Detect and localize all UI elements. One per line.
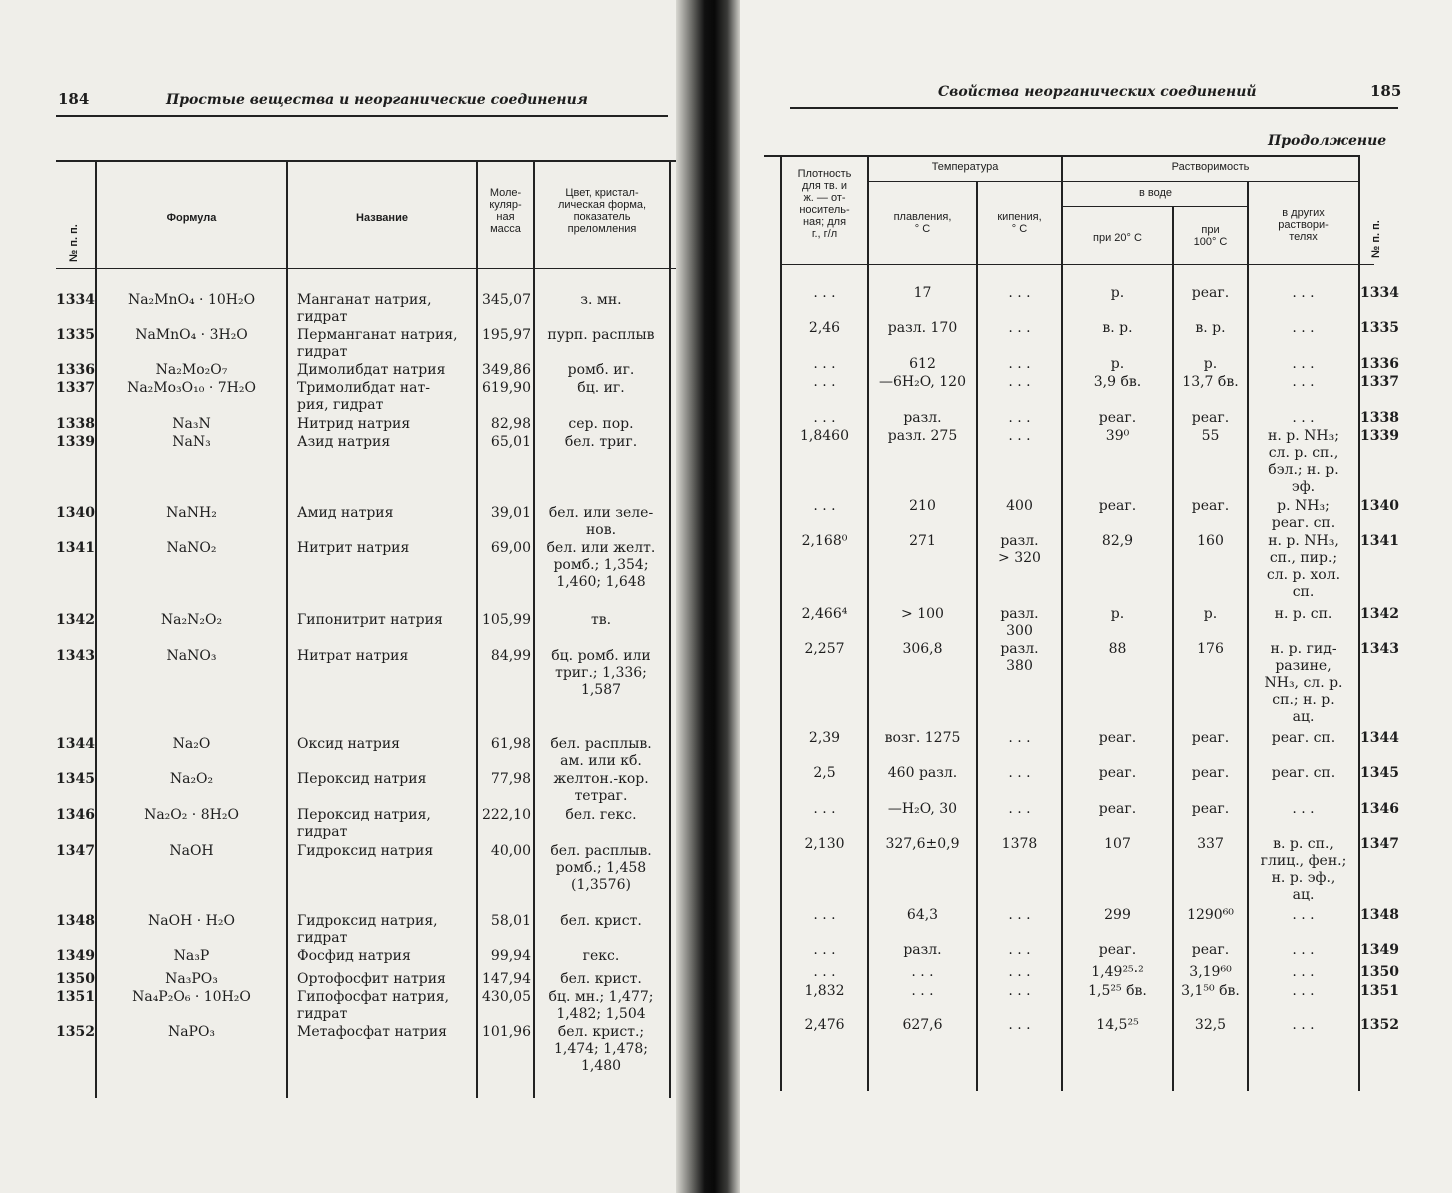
row-number: 1340 xyxy=(1360,498,1399,514)
row-boiling: . . . xyxy=(1008,801,1031,817)
row-sol20: 14,5²⁵ xyxy=(1096,1017,1139,1033)
row-density: . . . xyxy=(813,410,836,426)
row-boiling: . . . xyxy=(1008,1017,1031,1033)
row-other: н. р. NH₃; сл. р. сп., бэл.; н. р. эф. xyxy=(1268,428,1339,495)
row-melting: 460 разл. xyxy=(887,765,958,781)
row-density: 2,46 xyxy=(808,320,841,336)
row-number: 1338 xyxy=(1360,410,1399,426)
row-sol100: 13,7 бв. xyxy=(1182,374,1239,390)
left-header-name: Название xyxy=(356,212,408,224)
row-number: 1335 xyxy=(1360,320,1399,336)
row-name: Гидроксид натрия, гидрат xyxy=(297,913,438,946)
row-formula: Na₂Mo₃O₁₀ · 7H₂O xyxy=(127,380,256,396)
row-name: Гидроксид натрия xyxy=(297,843,434,859)
row-boiling: . . . xyxy=(1008,942,1031,958)
row-name: Гипонитрит натрия xyxy=(297,612,443,628)
row-sol20: р. xyxy=(1110,285,1125,301)
row-boiling: . . . xyxy=(1008,765,1031,781)
row-number: 1350 xyxy=(1360,964,1399,980)
row-name: Нитрат натрия xyxy=(297,648,409,664)
right-header-boiling: кипения, ° C xyxy=(997,211,1042,235)
row-color: бел. крист. xyxy=(560,913,642,929)
row-number: 1345 xyxy=(1360,765,1399,781)
row-boiling: . . . xyxy=(1008,428,1031,444)
right-header-melting: плавления, ° C xyxy=(893,211,952,235)
left-col-divider xyxy=(669,160,671,1098)
row-mass: 58,01 xyxy=(490,913,531,929)
row-number: 1342 xyxy=(1360,606,1399,622)
left-running-head: Простые вещества и неорганические соединения xyxy=(166,92,588,108)
right-subheader-rule xyxy=(1062,206,1248,207)
row-formula: Na₂O xyxy=(172,736,211,752)
row-melting: . . . xyxy=(911,964,934,980)
left-col-divider xyxy=(286,160,288,1098)
row-density: . . . xyxy=(813,374,836,390)
row-formula: NaOH · H₂O xyxy=(148,913,235,929)
row-sol100: р. xyxy=(1203,356,1218,372)
row-boiling: 400 xyxy=(1006,498,1033,514)
row-boiling: . . . xyxy=(1008,374,1031,390)
row-other: . . . xyxy=(1292,356,1315,372)
row-sol100: 1290⁶⁰ xyxy=(1187,907,1234,923)
row-number: 1350 xyxy=(56,971,95,987)
row-melting: . . . xyxy=(911,983,934,999)
row-name: Манганат натрия, гидрат xyxy=(297,292,432,325)
row-sol20: в. р. xyxy=(1102,320,1133,336)
row-melting: —6H₂O, 120 xyxy=(878,374,966,390)
row-other: реаг. сп. xyxy=(1271,730,1336,746)
row-boiling: . . . xyxy=(1008,320,1031,336)
row-formula: Na₂Mo₂O₇ xyxy=(155,362,228,378)
row-mass: 40,00 xyxy=(490,843,531,859)
row-number: 1346 xyxy=(56,807,95,823)
row-color: бел. или желт. ромб.; 1,354; 1,460; 1,648 xyxy=(546,540,656,590)
row-number: 1344 xyxy=(56,736,95,752)
row-color: бел. гекс. xyxy=(565,807,637,823)
row-sol20: р. xyxy=(1110,356,1125,372)
right-header-at100: при 100° C xyxy=(1193,224,1228,248)
row-sol20: 39⁰ xyxy=(1105,428,1130,444)
left-head-rule xyxy=(56,115,668,117)
row-other: . . . xyxy=(1292,942,1315,958)
row-color: ромб. иг. xyxy=(567,362,635,378)
row-number: 1343 xyxy=(1360,641,1399,657)
row-sol20: реаг. xyxy=(1098,765,1137,781)
row-formula: Na₂O₂ xyxy=(169,771,214,787)
row-number: 1338 xyxy=(56,416,95,432)
row-name: Метафосфат натрия xyxy=(297,1024,447,1040)
row-number: 1342 xyxy=(56,612,95,628)
row-other: в. р. сп., глиц., фен.; н. р. эф., ац. xyxy=(1260,836,1347,903)
row-sol20: реаг. xyxy=(1098,730,1137,746)
row-density: 2,476 xyxy=(804,1017,845,1033)
row-color: бел. или зеле- нов. xyxy=(548,505,654,538)
row-color: з. мн. xyxy=(580,292,622,308)
row-color: желтон.-кор. тетраг. xyxy=(553,771,649,804)
row-formula: NaOH xyxy=(169,843,214,859)
row-mass: 39,01 xyxy=(490,505,531,521)
row-density: 1,832 xyxy=(804,983,845,999)
row-number: 1336 xyxy=(1360,356,1399,372)
right-head-rule xyxy=(790,107,1398,109)
row-other: . . . xyxy=(1292,1017,1315,1033)
row-sol100: реаг. xyxy=(1191,801,1230,817)
left-header-formula: Формула xyxy=(166,212,217,224)
row-density: 2,130 xyxy=(804,836,845,852)
row-boiling: . . . xyxy=(1008,964,1031,980)
row-density: . . . xyxy=(813,907,836,923)
row-melting: 627,6 xyxy=(902,1017,943,1033)
row-number: 1337 xyxy=(1360,374,1399,390)
row-sol20: реаг. xyxy=(1098,410,1137,426)
row-number: 1336 xyxy=(56,362,95,378)
right-header-bottom-rule xyxy=(782,264,1374,265)
row-sol20: реаг. xyxy=(1098,801,1137,817)
book-gutter-shadow xyxy=(676,0,740,1193)
row-mass: 99,94 xyxy=(490,948,531,964)
right-header-density: Плотность для тв. и ж. — от- носитель- ная; для г., г/л xyxy=(797,168,852,240)
right-header-other: в других раствори- телях xyxy=(1278,207,1329,243)
row-color: бел. триг. xyxy=(564,434,638,450)
row-formula: NaPO₃ xyxy=(167,1024,216,1040)
row-melting: 612 xyxy=(909,356,936,372)
row-melting: 210 xyxy=(909,498,936,514)
row-boiling: . . . xyxy=(1008,730,1031,746)
row-boiling: . . . xyxy=(1008,410,1031,426)
row-boiling: . . . xyxy=(1008,285,1031,301)
row-mass: 105,99 xyxy=(482,612,531,628)
row-sol100: 3,1⁵⁰ бв. xyxy=(1181,983,1240,999)
row-other: . . . xyxy=(1292,983,1315,999)
row-sol100: р. xyxy=(1203,606,1218,622)
row-other: . . . xyxy=(1292,374,1315,390)
row-name: Азид натрия xyxy=(297,434,391,450)
row-color: бел. расплыв. ромб.; 1,458 (1,3576) xyxy=(550,843,652,893)
row-number: 1347 xyxy=(1360,836,1399,852)
row-name: Пероксид натрия, гидрат xyxy=(297,807,431,840)
row-number: 1351 xyxy=(56,989,95,1005)
row-number: 1340 xyxy=(56,505,95,521)
row-formula: Na₃P xyxy=(173,948,210,964)
row-sol100: 32,5 xyxy=(1194,1017,1227,1033)
row-melting: разл. 275 xyxy=(887,428,958,444)
left-header-mass: Моле- куляр- ная масса xyxy=(489,187,522,235)
left-page-number: 184 xyxy=(58,90,90,108)
row-sol100: реаг. xyxy=(1191,942,1230,958)
row-mass: 619,90 xyxy=(482,380,531,396)
row-melting: —H₂O, 30 xyxy=(887,801,958,817)
row-number: 1344 xyxy=(1360,730,1399,746)
row-sol20: 82,9 xyxy=(1101,533,1134,549)
row-boiling: разл. 300 xyxy=(1000,606,1039,639)
row-sol20: реаг. xyxy=(1098,498,1137,514)
row-color: гекс. xyxy=(582,948,620,964)
row-melting: возг. 1275 xyxy=(884,730,961,746)
row-melting: 327,6±0,9 xyxy=(885,836,960,852)
row-sol100: реаг. xyxy=(1191,410,1230,426)
row-number: 1349 xyxy=(56,948,95,964)
row-formula: Na₂MnO₄ · 10H₂O xyxy=(127,292,256,308)
row-color: пурп. расплыв xyxy=(547,327,655,343)
row-formula: Na₃N xyxy=(172,416,211,432)
row-formula: Na₂O₂ · 8H₂O xyxy=(144,807,239,823)
row-mass: 101,96 xyxy=(482,1024,531,1040)
row-density: 2,466⁴ xyxy=(801,606,848,622)
row-other: . . . xyxy=(1292,410,1315,426)
left-col-divider xyxy=(533,160,535,1098)
row-name: Гипофосфат натрия, гидрат xyxy=(297,989,450,1022)
row-mass: 222,10 xyxy=(482,807,531,823)
row-formula: NaNO₂ xyxy=(166,540,217,556)
row-mass: 61,98 xyxy=(490,736,531,752)
row-number: 1343 xyxy=(56,648,95,664)
row-number: 1347 xyxy=(56,843,95,859)
row-name: Оксид натрия xyxy=(297,736,401,752)
row-density: 2,5 xyxy=(813,765,836,781)
row-color: бел. крист. xyxy=(560,971,642,987)
row-sol100: реаг. xyxy=(1191,730,1230,746)
row-mass: 430,05 xyxy=(482,989,531,1005)
row-mass: 345,07 xyxy=(482,292,531,308)
row-sol20: 1,5²⁵ бв. xyxy=(1088,983,1147,999)
row-name: Нитрит натрия xyxy=(297,540,410,556)
row-sol20: 1,49²⁵·² xyxy=(1091,964,1144,980)
row-number: 1351 xyxy=(1360,983,1399,999)
row-formula: Na₄P₂O₆ · 10H₂O xyxy=(132,989,251,1005)
row-boiling: разл. 380 xyxy=(1000,641,1039,674)
row-number: 1341 xyxy=(56,540,95,556)
row-sol20: 88 xyxy=(1108,641,1127,657)
row-density: 2,39 xyxy=(808,730,841,746)
row-melting: 64,3 xyxy=(906,907,939,923)
row-mass: 69,00 xyxy=(490,540,531,556)
right-subheader-rule xyxy=(868,181,1360,182)
row-other: . . . xyxy=(1292,320,1315,336)
row-boiling: . . . xyxy=(1008,983,1031,999)
row-density: . . . xyxy=(813,964,836,980)
row-name: Амид натрия xyxy=(297,505,394,521)
row-sol20: 107 xyxy=(1104,836,1131,852)
row-sol20: р. xyxy=(1110,606,1125,622)
continuation-label: Продолжение xyxy=(1268,133,1387,149)
row-number: 1337 xyxy=(56,380,95,396)
right-header-solubility: Растворимость xyxy=(1171,161,1250,173)
row-color: бц. ромб. или триг.; 1,336; 1,587 xyxy=(551,648,651,698)
row-density: 1,8460 xyxy=(800,428,849,444)
row-name: Перманганат натрия, гидрат xyxy=(297,327,458,360)
row-sol100: реаг. xyxy=(1191,765,1230,781)
right-running-head: Свойства неорганических соединений xyxy=(938,84,1257,100)
row-density: 2,168⁰ xyxy=(801,533,848,549)
row-sol100: 3,19⁶⁰ xyxy=(1189,964,1232,980)
row-sol100: 160 xyxy=(1197,533,1224,549)
row-color: бц. мн.; 1,477; 1,482; 1,504 xyxy=(548,989,654,1022)
row-sol100: 176 xyxy=(1197,641,1224,657)
row-number: 1335 xyxy=(56,327,95,343)
row-formula: NaMnO₄ · 3H₂O xyxy=(135,327,248,343)
row-number: 1341 xyxy=(1360,533,1399,549)
row-melting: разл. xyxy=(903,410,942,426)
row-sol100: 55 xyxy=(1201,428,1220,444)
right-header-at20: при 20° C xyxy=(1093,232,1142,244)
row-name: Нитрид натрия xyxy=(297,416,411,432)
right-header-in-water: в воде xyxy=(1138,187,1173,199)
row-density: . . . xyxy=(813,801,836,817)
row-melting: 271 xyxy=(909,533,936,549)
row-number: 1348 xyxy=(1360,907,1399,923)
row-other: . . . xyxy=(1292,801,1315,817)
row-other: р. NH₃; реаг. сп. xyxy=(1271,498,1336,531)
row-color: тв. xyxy=(590,612,612,628)
row-other: реаг. сп. xyxy=(1271,765,1336,781)
right-header-num: № п. п. xyxy=(1370,220,1382,258)
row-sol20: 3,9 бв. xyxy=(1093,374,1142,390)
row-formula: NaNO₃ xyxy=(166,648,217,664)
row-number: 1339 xyxy=(56,434,95,450)
row-other: . . . xyxy=(1292,964,1315,980)
row-sol20: реаг. xyxy=(1098,942,1137,958)
row-melting: 17 xyxy=(913,285,932,301)
row-number: 1334 xyxy=(1360,285,1399,301)
row-formula: NaN₃ xyxy=(172,434,211,450)
left-header-color: Цвет, кристал- лическая форма, показатель преломления xyxy=(557,187,647,235)
row-formula: NaNH₂ xyxy=(166,505,217,521)
row-melting: 306,8 xyxy=(902,641,943,657)
row-name: Димолибдат натрия xyxy=(297,362,446,378)
row-number: 1352 xyxy=(1360,1017,1399,1033)
row-number: 1348 xyxy=(56,913,95,929)
row-other: н. р. сп. xyxy=(1274,606,1333,622)
left-table-top-rule xyxy=(56,160,688,162)
row-mass: 77,98 xyxy=(490,771,531,787)
row-color: бц. иг. xyxy=(577,380,625,396)
row-name: Ортофосфит натрия xyxy=(297,971,446,987)
row-number: 1345 xyxy=(56,771,95,787)
right-page-number: 185 xyxy=(1370,82,1402,100)
row-sol100: реаг. xyxy=(1191,498,1230,514)
row-mass: 147,94 xyxy=(482,971,531,987)
row-sol100: в. р. xyxy=(1195,320,1226,336)
row-mass: 84,99 xyxy=(490,648,531,664)
row-other: н. р. гид- разине, NH₃, сл. р. сп.; н. р. ац. xyxy=(1264,641,1343,725)
row-number: 1352 xyxy=(56,1024,95,1040)
row-sol100: реаг. xyxy=(1191,285,1230,301)
row-density: 2,257 xyxy=(804,641,845,657)
row-mass: 65,01 xyxy=(490,434,531,450)
row-number: 1349 xyxy=(1360,942,1399,958)
right-header-temperature: Температура xyxy=(931,161,999,173)
row-sol20: 299 xyxy=(1104,907,1131,923)
row-formula: Na₃PO₃ xyxy=(165,971,218,987)
row-boiling: 1378 xyxy=(1001,836,1038,852)
row-name: Тримолибдат нат- рия, гидрат xyxy=(297,380,430,413)
row-mass: 349,86 xyxy=(482,362,531,378)
row-number: 1346 xyxy=(1360,801,1399,817)
row-sol100: 337 xyxy=(1197,836,1224,852)
row-number: 1334 xyxy=(56,292,95,308)
row-boiling: разл. > 320 xyxy=(998,533,1041,566)
row-mass: 82,98 xyxy=(490,416,531,432)
right-page xyxy=(730,0,1452,1193)
row-formula: Na₂N₂O₂ xyxy=(160,612,223,628)
row-mass: 195,97 xyxy=(482,327,531,343)
row-melting: > 100 xyxy=(901,606,944,622)
row-other: . . . xyxy=(1292,285,1315,301)
row-other: . . . xyxy=(1292,907,1315,923)
row-density: . . . xyxy=(813,285,836,301)
row-name: Фосфид натрия xyxy=(297,948,411,964)
row-other: н. р. NH₃, сп., пир.; сл. р. хол. сп. xyxy=(1266,533,1341,600)
row-color: сер. пор. xyxy=(568,416,634,432)
row-name: Пероксид натрия xyxy=(297,771,427,787)
row-density: . . . xyxy=(813,356,836,372)
row-boiling: . . . xyxy=(1008,356,1031,372)
row-boiling: . . . xyxy=(1008,907,1031,923)
left-header-num: № п. п. xyxy=(68,224,80,262)
row-number: 1339 xyxy=(1360,428,1399,444)
row-color: бел. расплыв. ам. или кб. xyxy=(550,736,652,769)
row-density: . . . xyxy=(813,942,836,958)
row-color: бел. крист.; 1,474; 1,478; 1,480 xyxy=(553,1024,649,1074)
left-header-bottom-rule xyxy=(56,268,688,269)
left-page xyxy=(0,0,690,1193)
row-melting: разл. 170 xyxy=(887,320,958,336)
row-density: . . . xyxy=(813,498,836,514)
row-melting: разл. xyxy=(903,942,942,958)
